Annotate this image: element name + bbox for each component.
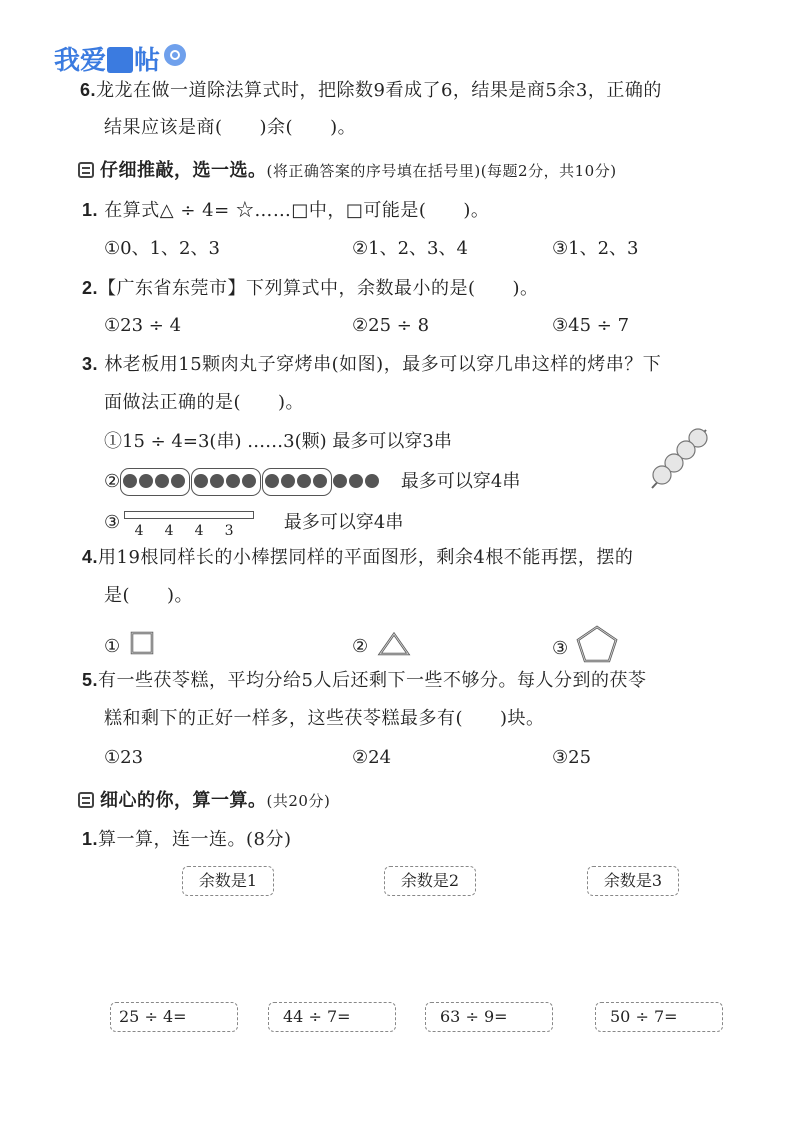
option-1: ①23 ÷ 4 xyxy=(104,315,182,336)
s2-question-5-line-2: 糕和剩下的正好一样多，这些茯苓糕最多有( )块。 xyxy=(104,708,545,729)
question-number: 2. xyxy=(82,278,99,298)
segment-bar xyxy=(120,511,256,539)
s2-question-2 xyxy=(82,276,539,301)
section-title: 细心的你，算一算。 xyxy=(100,790,267,810)
segment-label: 4 xyxy=(194,523,204,539)
logo-mark-icon xyxy=(107,47,133,73)
question-number: 6. xyxy=(80,80,97,100)
option-1: ①15 ÷ 4=3(串) ……3(颗) 最多可以穿3串 xyxy=(104,431,452,452)
section-2-header xyxy=(78,158,617,183)
question-number: 5. xyxy=(82,670,99,690)
expression-box-3[interactable]: 63 ÷ 9= xyxy=(425,1002,553,1032)
square-shape-icon xyxy=(126,630,160,658)
remainder-box-1[interactable]: 余数是1 xyxy=(182,866,274,896)
meatball-group xyxy=(262,468,332,496)
segment-label: 4 xyxy=(164,523,174,539)
question-text: 有一些茯苓糕，平均分给5人后还剩下一些不够分。每人分到的茯苓 xyxy=(98,670,647,691)
question-6-line-2: 结果应该是商( )余( )。 xyxy=(104,117,357,138)
section-icon xyxy=(78,162,94,178)
expression-box-4[interactable]: 50 ÷ 7= xyxy=(595,1002,723,1032)
site-logo xyxy=(54,40,186,77)
option-label: ② xyxy=(352,636,369,657)
question-text: 【广东省东莞市】下列算式中，余数最小的是( )。 xyxy=(98,278,539,299)
logo-text-2: 帖 xyxy=(134,45,161,75)
option-2 xyxy=(352,630,414,659)
s2-question-4-line-2: 是( )。 xyxy=(104,585,194,606)
option-2: ②1、2、3、4 xyxy=(352,238,468,259)
option-label: ③ xyxy=(552,638,569,659)
option-3: ③25 xyxy=(552,747,592,768)
question-text: 林老板用15颗肉丸子穿烤串(如图)，最多可以穿几串这样的烤串？下 xyxy=(104,354,662,375)
section-title: 仔细推敲，选一选。 xyxy=(100,160,267,180)
expression-box-1[interactable]: 25 ÷ 4= xyxy=(110,1002,238,1032)
s2-question-5 xyxy=(82,668,646,693)
option-1 xyxy=(104,630,160,659)
s2-question-4 xyxy=(82,545,633,570)
logo-text: 我爱 xyxy=(54,45,107,75)
option-text: 最多可以穿4串 xyxy=(400,471,521,492)
option-label: ① xyxy=(104,636,121,657)
segment-label: 3 xyxy=(224,523,234,539)
question-text: 在算式△ ÷ 4= ☆……□中，□可能是( )。 xyxy=(104,200,490,221)
pentagon-shape-icon xyxy=(574,624,620,664)
option-2: ②24 xyxy=(352,747,392,768)
question-6 xyxy=(80,78,662,103)
option-3 xyxy=(104,511,404,539)
question-text: 龙龙在做一道除法算式时，把除数9看成了6，结果是商5余3，正确的 xyxy=(96,80,662,101)
section-icon xyxy=(78,792,94,808)
s2-question-1 xyxy=(82,198,489,223)
s2-question-3-line-2: 面做法正确的是( )。 xyxy=(104,392,305,413)
skewer-illustration xyxy=(640,418,720,498)
option-2 xyxy=(104,468,520,496)
question-number: 4. xyxy=(82,547,99,567)
section-note: (共20分) xyxy=(266,792,331,810)
meatball-group xyxy=(120,468,190,496)
meatball-group xyxy=(191,468,261,496)
question-number: 3. xyxy=(82,354,99,374)
s3-question-1 xyxy=(82,827,292,852)
segment-label: 4 xyxy=(134,523,144,539)
option-2: ②25 ÷ 8 xyxy=(352,315,430,336)
section-3-header xyxy=(78,788,330,813)
option-3: ③45 ÷ 7 xyxy=(552,315,630,336)
logo-circle-icon xyxy=(164,44,186,66)
expression-box-2[interactable]: 44 ÷ 7= xyxy=(268,1002,396,1032)
triangle-shape-icon xyxy=(374,630,414,658)
option-text: 最多可以穿4串 xyxy=(283,512,404,533)
option-label: ③ xyxy=(104,512,121,533)
option-3: ③1、2、3 xyxy=(552,238,639,259)
question-number: 1. xyxy=(82,829,99,849)
remainder-box-3[interactable]: 余数是3 xyxy=(587,866,679,896)
option-label: ② xyxy=(104,471,121,492)
meatball-groups xyxy=(120,471,381,492)
question-number: 1. xyxy=(82,200,99,220)
s2-question-3 xyxy=(82,352,661,377)
option-3 xyxy=(552,624,620,664)
remainder-box-2[interactable]: 余数是2 xyxy=(384,866,476,896)
question-text: 用19根同样长的小棒摆同样的平面图形，剩余4根不能再摆，摆的 xyxy=(98,547,634,568)
option-1: ①23 xyxy=(104,747,144,768)
question-text: 算一算，连一连。(8分) xyxy=(98,829,292,850)
section-note: (将正确答案的序号填在括号里)(每题2分，共10分) xyxy=(266,162,617,180)
option-1: ①0、1、2、3 xyxy=(104,238,220,259)
